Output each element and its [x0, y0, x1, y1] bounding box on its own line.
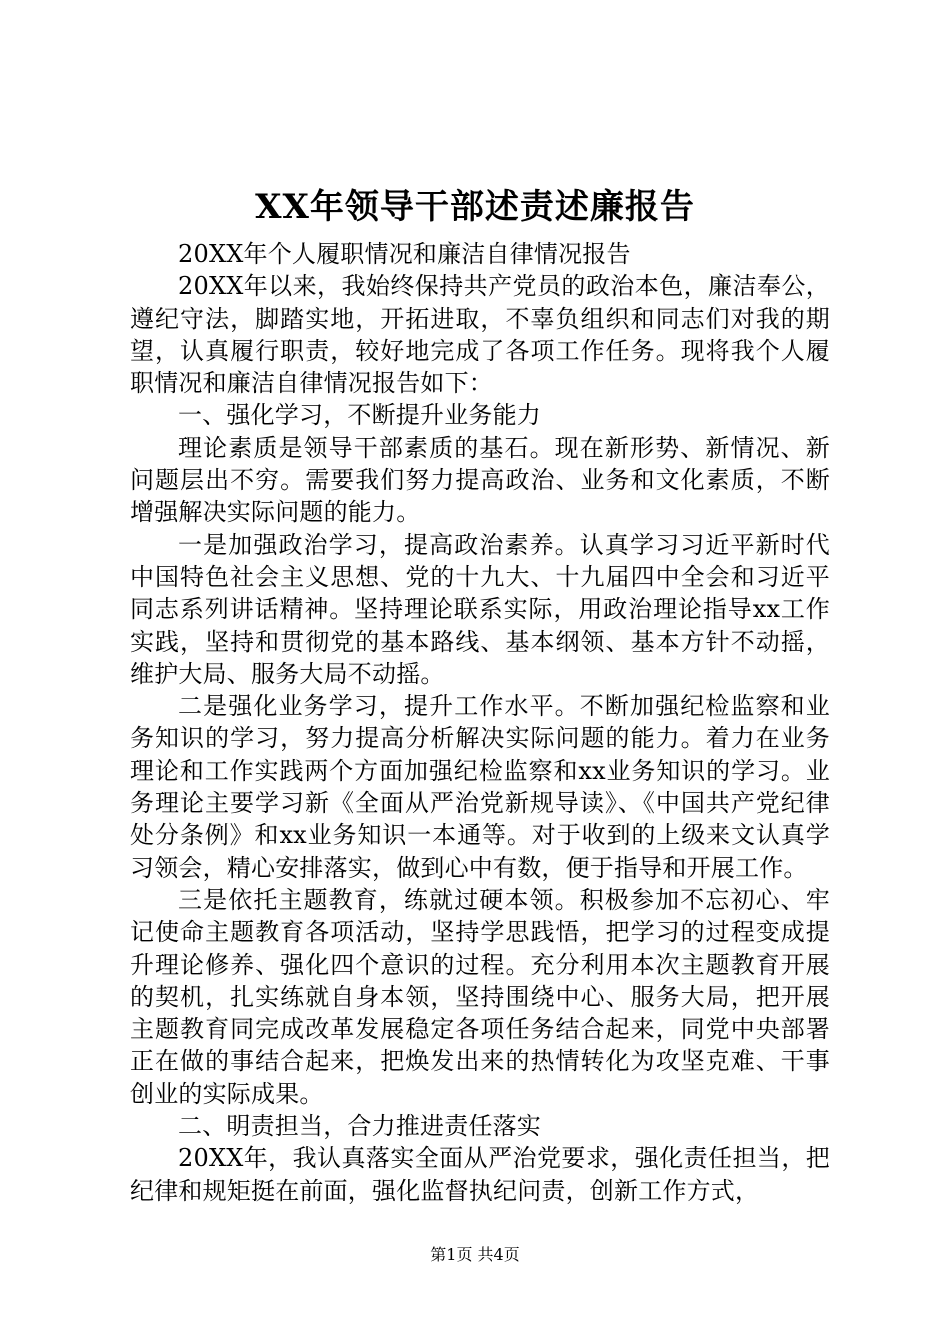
body-paragraph: 理论素质是领导干部素质的基石。现在新形势、新情况、新问题层出不穷。需要我们努力提高政治、业务和文化素质，不断增强解决实际问题的能力。 [130, 433, 830, 527]
body-paragraph: 20XX年，我认真落实全面从严治党要求，强化责任担当，把纪律和规矩挺在前面，强化监督执纪问责，创新工作方式， [130, 1144, 830, 1205]
intro-paragraph: 20XX年以来，我始终保持共产党员的政治本色，廉洁奉公，遵纪守法，脚踏实地，开拓进取，不辜负组织和同志们对我的期望，认真履行职责，较好地完成了各项工作任务。现将我个人履职情况和廉洁自律情况报告如下： [130, 272, 830, 398]
section-heading-2: 二、明责担当，合力推进责任落实 [178, 1112, 541, 1141]
body-paragraph: 二是强化业务学习，提升工作水平。不断加强纪检监察和业务知识的学习，努力提高分析解决实际问题的能力。着力在业务理论和工作实践两个方面加强纪检监察和xx业务知识的学习。业务理论主要学习新《全面从严治党新规导读》、《中国共产党纪律处分条例》和xx业务知识一本通等。对于收到的上级来文认真学习领会，精心安排落实，做到心中有数，便于指导和开展工作。 [130, 692, 830, 882]
document-body [130, 238, 830, 1207]
document-title: XX年领导干部述责述廉报告 [255, 187, 695, 227]
page-footer: 第1页 共4页 [430, 1245, 520, 1264]
section-heading-1: 一、强化学习，不断提升业务能力 [178, 401, 541, 430]
body-paragraph: 三是依托主题教育，练就过硬本领。积极参加不忘初心、牢记使命主题教育各项活动，坚持学思践悟，把学习的过程变成提升理论修养、强化四个意识的过程。充分利用本次主题教育开展的契机，扎实练就自身本领，坚持围绕中心、服务大局，把开展主题教育同完成改革发展稳定各项任务结合起来，同党中央部署正在做的事结合起来，把焕发出来的热情转化为攻坚克难、干事创业的实际成果。 [130, 885, 830, 1108]
report-subtitle: 20XX年个人履职情况和廉洁自律情况报告 [178, 240, 631, 268]
body-paragraph: 一是加强政治学习，提高政治素养。认真学习习近平新时代中国特色社会主义思想、党的十九大、十九届四中全会和习近平同志系列讲话精神。坚持理论联系实际，用政治理论指导xx工作实践，坚持和贯彻党的基本路线、基本纲领、基本方针不动摇，维护大局、服务大局不动摇。 [130, 530, 830, 688]
